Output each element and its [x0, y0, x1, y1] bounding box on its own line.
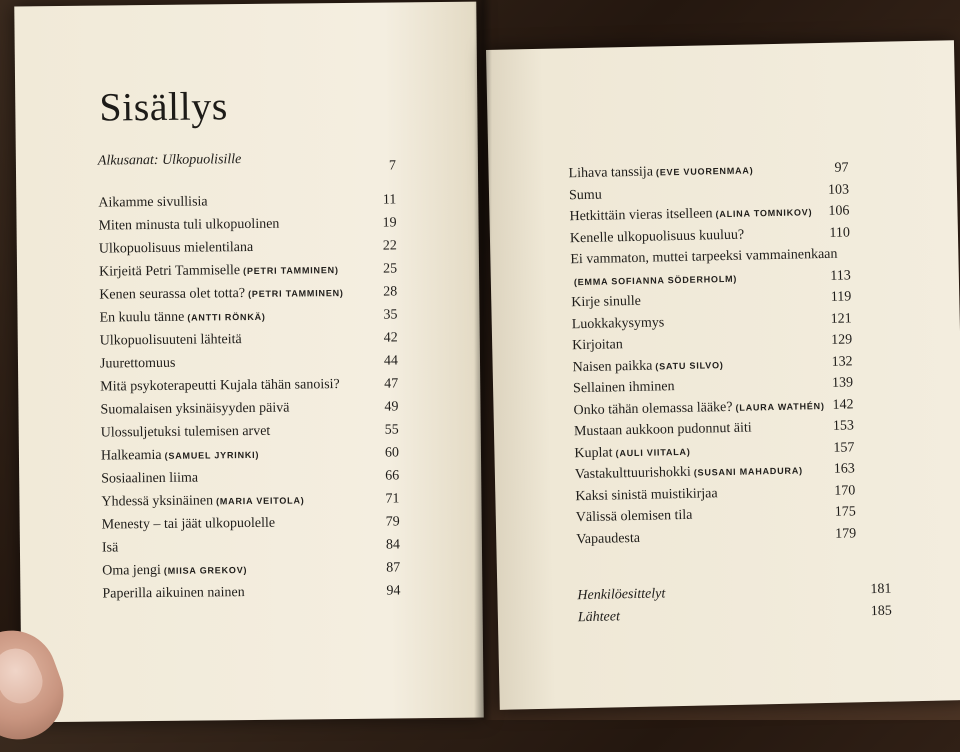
toc-entry-author: (PETRI TAMMINEN) [248, 288, 344, 299]
toc-entry [573, 357, 724, 376]
toc-entry [102, 585, 247, 603]
toc-entry [101, 492, 304, 510]
toc-entry [102, 540, 121, 556]
toc-entry-title: Halkeamia [101, 448, 162, 464]
toc-entry [568, 162, 753, 182]
toc-entry-title: Yhdessä yksinäinen [101, 493, 213, 509]
toc-entry-page: 28 [357, 284, 397, 300]
toc-entry-author: (MARIA VEITOLA) [216, 495, 305, 506]
toc-entry-page: 113 [811, 268, 851, 285]
toc-entry [100, 356, 179, 373]
toc-entry-title: Kirjeitä Petri Tammiselle [99, 263, 240, 279]
toc-entry-title: Paperilla aikuinen nainen [102, 585, 244, 601]
toc-entry-title: Kirje sinulle [571, 294, 641, 310]
toc-entry [569, 187, 605, 204]
toc-entry-page: 119 [811, 289, 851, 306]
toc-entry-page: 170 [815, 483, 855, 500]
toc-entry [99, 262, 339, 281]
toc-entry-title: Välissä olemisen tila [576, 508, 693, 525]
toc-entry-page: 19 [356, 215, 396, 231]
toc-entry-author: (EMMA SOFIANNA SÖDERHOLM) [574, 273, 738, 286]
toc-entry-page: 163 [815, 461, 855, 478]
toc-entry-page: 132 [812, 354, 852, 371]
toc-entry-title: Henkilöesittelyt [577, 586, 665, 603]
toc-entry [571, 294, 644, 312]
foreword-title: Alkusanat: Ulkopuolisille [98, 152, 242, 170]
toc-entry-page: 181 [851, 582, 891, 599]
toc-entry-title: Onko tähän olemassa lääke? [573, 399, 732, 417]
toc-entry [100, 401, 292, 419]
toc-entry [575, 462, 803, 483]
page-title: Sisällys [99, 82, 228, 130]
toc-entry-page: 157 [814, 440, 854, 457]
toc-entry-page: 79 [360, 514, 400, 530]
toc-entry-page: 139 [813, 375, 853, 392]
toc-entry-title: Menesty – tai jäät ulkopuolelle [102, 516, 276, 533]
toc-entry [99, 309, 265, 327]
toc-entry-author: (ALINA TOMNIKOV) [715, 207, 812, 219]
toc-entry-title: Sumu [569, 187, 602, 203]
toc-entry-page: 11 [356, 192, 396, 208]
right-page [486, 40, 960, 710]
toc-entry [101, 424, 274, 442]
toc-entry [98, 217, 282, 235]
toc-entry-author: (ANTTI RÖNKÄ) [187, 312, 265, 323]
toc-entry-page: 110 [810, 225, 850, 242]
toc-entry-title: Naisen paikka [573, 358, 653, 375]
toc-entry [102, 516, 279, 534]
toc-entry [570, 227, 747, 247]
toc-entry-title: Vapaudesta [576, 530, 640, 546]
toc-entry-author: (PETRI TAMMINEN) [243, 265, 339, 276]
toc-entry-title: Kenelle ulkopuolisuus kuuluu? [570, 227, 744, 246]
toc-entry-page: 185 [852, 604, 892, 621]
toc-entry-title: Luokkakysymys [572, 315, 665, 332]
toc-entry-title: Ulkopuolisuuteni lähteitä [100, 332, 242, 348]
toc-entry [100, 377, 343, 396]
toc-entry-title: Isä [102, 540, 118, 555]
toc-entry-page: 106 [809, 203, 849, 220]
toc-entry [102, 562, 247, 580]
toc-entry-title: Suomalaisen yksinäisyyden päivä [100, 401, 289, 418]
toc-entry-title: Lähteet [578, 609, 620, 625]
toc-entry [573, 397, 824, 418]
toc-entry-page: 87 [360, 560, 400, 576]
toc-entry-page: 60 [359, 445, 399, 461]
toc-entry [99, 285, 344, 304]
toc-entry [98, 194, 210, 211]
left-page [14, 2, 483, 723]
left-toc-list [14, 2, 476, 7]
toc-entry [575, 486, 721, 505]
toc-entry-title: Lihava tanssija [568, 165, 653, 182]
toc-entry-page: 175 [816, 504, 856, 521]
toc-entry [101, 471, 201, 488]
toc-entry [574, 443, 690, 461]
toc-entry-page: 22 [357, 238, 397, 254]
toc-entry-page: 97 [808, 160, 848, 177]
toc-entry-title: Oma jengi [102, 563, 161, 579]
toc-entry-page: 42 [358, 330, 398, 346]
appendix-list [486, 40, 954, 50]
toc-entry-title: Ei vammaton, muttei tarpeeksi vammainenkaan [570, 247, 837, 268]
toc-entry-title: Aikamme sivullisia [98, 194, 207, 210]
toc-entry-title: Ulkopuolisuus mielentilana [99, 240, 254, 257]
toc-entry [100, 332, 245, 350]
toc-entry-page: 66 [359, 468, 399, 484]
toc-entry-page: 142 [813, 397, 853, 414]
toc-entry-title: Miten minusta tuli ulkopuolinen [98, 217, 279, 234]
toc-entry-title: Mitä psykoterapeutti Kujala tähän sanoisi? [100, 377, 340, 395]
toc-entry-title: Juurettomuus [100, 356, 176, 372]
toc-entry [101, 447, 259, 465]
toc-entry-page: 94 [360, 583, 400, 599]
toc-entry-page: 129 [812, 332, 852, 349]
toc-entry-author: (SAMUEL JYRINKI) [165, 450, 260, 461]
toc-entry [574, 420, 755, 440]
toc-entry [572, 315, 668, 333]
toc-entry-author: (SUSANI MAHADURA) [694, 465, 803, 477]
toc-entry-title: Kaksi sinistä muistikirjaa [575, 486, 718, 504]
toc-entry [577, 586, 665, 604]
toc-entry-page: 49 [358, 399, 398, 415]
toc-entry-page: 121 [812, 311, 852, 328]
book-gutter [474, 0, 492, 720]
toc-entry [578, 609, 620, 626]
toc-entry-title: Kuplat [574, 445, 612, 461]
toc-entry [99, 240, 257, 258]
toc-entry [576, 530, 643, 547]
toc-entry-title: Kirjoitan [572, 337, 623, 353]
toc-entry-page: 25 [357, 261, 397, 277]
toc-entry-title: Ulossuljetuksi tulemisen arvet [101, 424, 271, 441]
toc-entry-page: 55 [359, 422, 399, 438]
toc-entry [569, 204, 812, 225]
toc-entry [572, 337, 626, 354]
toc-entry [573, 379, 678, 397]
toc-entry-author: (EVE VUORENMAA) [656, 165, 754, 177]
toc-entry-author: (LAURA WATHÉN) [735, 400, 824, 412]
toc-entry-page: 84 [360, 537, 400, 553]
toc-entry-title: Sellainen ihminen [573, 379, 675, 396]
toc-entry-page: 153 [814, 418, 854, 435]
toc-entry-title: Sosiaalinen liima [101, 471, 198, 487]
right-toc-list [486, 40, 954, 50]
toc-entry [576, 508, 696, 527]
toc-entry-title: Vastakulttuurishokki [575, 465, 691, 482]
toc-entry-page: 179 [816, 526, 856, 543]
toc-entry-title: Mustaan aukkoon pudonnut äiti [574, 421, 752, 440]
toc-entry-author: (MIISA GREKOV) [164, 565, 247, 576]
toc-entry-title: En kuulu tänne [99, 310, 184, 326]
toc-entry-page: 35 [357, 307, 397, 323]
toc-entry-author: (SATU SILVO) [655, 360, 723, 371]
foreword-page: 7 [356, 158, 396, 174]
toc-entry-title: Hetkittäin vieras itselleen [569, 206, 712, 224]
toc-entry [571, 270, 738, 289]
toc-entry-title: Kenen seurassa olet totta? [99, 286, 245, 303]
toc-entry-page: 71 [359, 491, 399, 507]
toc-entry-page: 47 [358, 376, 398, 392]
toc-entry-author: (AULI VIITALA) [615, 446, 690, 458]
toc-entry [570, 247, 840, 269]
toc-entry-page: 103 [809, 182, 849, 199]
toc-entry-page: 44 [358, 353, 398, 369]
